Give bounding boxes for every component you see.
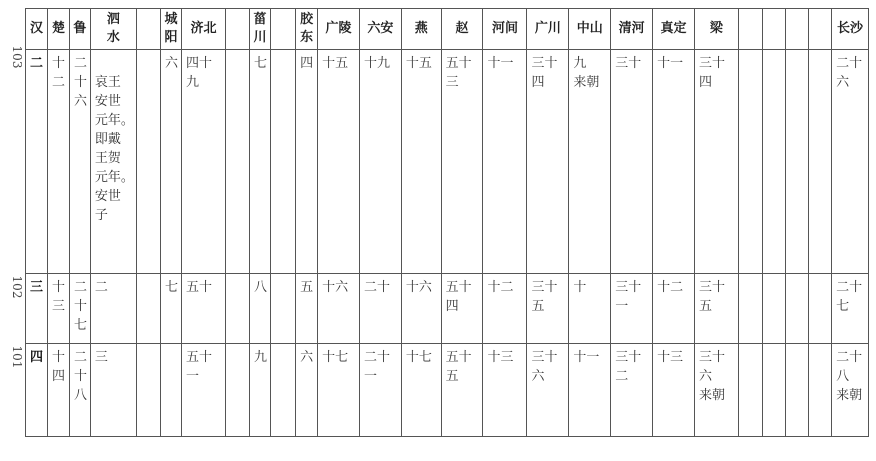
table-cell: 五 [296, 274, 318, 344]
table-cell: 十 四 [47, 344, 69, 437]
table-cell: 三十 五 [694, 274, 738, 344]
table-cell: 九 [250, 344, 271, 437]
table-cell [136, 50, 160, 274]
table-cell: 二 十 六 [69, 50, 90, 274]
table-cell [225, 274, 249, 344]
bc-year-label: 103 [10, 45, 24, 69]
table-cell: 五十 三 [441, 50, 483, 274]
table-cell: 二十 六 [832, 50, 869, 274]
table-cell: 十六 [401, 274, 441, 344]
table-cell [225, 344, 249, 437]
table-cell: 十三 [653, 344, 695, 437]
table-cell: 十五 [318, 50, 360, 274]
table-cell: 十六 [318, 274, 360, 344]
table-row [26, 344, 869, 437]
column-header: 清河 [611, 9, 653, 50]
column-header: 广川 [527, 9, 569, 50]
bc-year-label: 102 [10, 275, 24, 299]
table-cell: 十九 [359, 50, 401, 274]
column-header: 广陵 [318, 9, 360, 50]
table-cell [809, 50, 832, 274]
table-cell [161, 344, 182, 437]
column-header: 胶 东 [296, 9, 318, 50]
table-cell: 十 二 [47, 50, 69, 274]
table-cell: 十一 [483, 50, 527, 274]
table-cell [786, 50, 809, 274]
column-header: 济北 [181, 9, 225, 50]
table-cell: 十一 [653, 50, 695, 274]
column-header-empty [786, 9, 809, 50]
column-header: 梁 [694, 9, 738, 50]
table-cell: 二十 七 [832, 274, 869, 344]
column-header-empty [763, 9, 786, 50]
table-cell: 三十 五 [527, 274, 569, 344]
table-cell: 三十 二 [611, 344, 653, 437]
column-header: 河间 [483, 9, 527, 50]
table-cell: 五十 五 [441, 344, 483, 437]
table-cell: 六 [161, 50, 182, 274]
table-cell [270, 274, 295, 344]
column-header: 长沙 [832, 9, 869, 50]
column-header-empty [225, 9, 249, 50]
table-cell: 二 十 八 [69, 344, 90, 437]
column-header: 城 阳 [161, 9, 182, 50]
table-cell: 三 [90, 344, 136, 437]
column-header: 菑 川 [250, 9, 271, 50]
table-cell: 十三 [483, 344, 527, 437]
table-cell: 十二 [483, 274, 527, 344]
year-cell: 二 [26, 50, 48, 274]
column-header-empty [809, 9, 832, 50]
table-cell [136, 344, 160, 437]
column-header: 汉 [26, 9, 48, 50]
bc-year-label: 101 [10, 345, 24, 369]
chronological-table [25, 8, 869, 437]
table-cell: 三十 [611, 50, 653, 274]
table-cell: 二十 一 [359, 344, 401, 437]
table-cell: 八 [250, 274, 271, 344]
column-header: 燕 [401, 9, 441, 50]
table-row [26, 274, 869, 344]
table-cell [763, 344, 786, 437]
table-cell: 七 [161, 274, 182, 344]
table-cell: 三十 六 来朝 [694, 344, 738, 437]
table-cell [809, 344, 832, 437]
table-cell: 哀王 安世 元年。 即戴 王贺 元年。 安世 子 [90, 50, 136, 274]
table-cell [738, 274, 762, 344]
table-cell: 十二 [653, 274, 695, 344]
table-cell [763, 50, 786, 274]
table-cell: 十五 [401, 50, 441, 274]
table-cell [270, 344, 295, 437]
column-header-empty [136, 9, 160, 50]
table-cell: 七 [250, 50, 271, 274]
table-cell: 十 [569, 274, 611, 344]
header-row [26, 9, 869, 50]
table-cell [225, 50, 249, 274]
table-cell: 十七 [318, 344, 360, 437]
column-header: 真定 [653, 9, 695, 50]
column-header-empty [270, 9, 295, 50]
column-header-empty [738, 9, 762, 50]
table-cell: 五十 四 [441, 274, 483, 344]
table-cell [270, 50, 295, 274]
table-cell: 三十 四 [694, 50, 738, 274]
table-cell [738, 344, 762, 437]
table-cell: 五十 一 [181, 344, 225, 437]
table-cell: 二 [90, 274, 136, 344]
table-cell: 二十 八 来朝 [832, 344, 869, 437]
column-header: 中山 [569, 9, 611, 50]
table-cell: 十 三 [47, 274, 69, 344]
year-cell: 四 [26, 344, 48, 437]
table-cell: 四十 九 [181, 50, 225, 274]
table-cell: 二 十 七 [69, 274, 90, 344]
table-cell: 四 [296, 50, 318, 274]
table-cell: 二十 [359, 274, 401, 344]
table-cell: 三十 四 [527, 50, 569, 274]
table-cell [809, 274, 832, 344]
table-cell [786, 344, 809, 437]
column-header: 楚 [47, 9, 69, 50]
column-header: 赵 [441, 9, 483, 50]
table-cell: 六 [296, 344, 318, 437]
table-row [26, 50, 869, 274]
table-cell: 九 来朝 [569, 50, 611, 274]
year-cell: 三 [26, 274, 48, 344]
table-cell [786, 274, 809, 344]
table-cell: 三十 一 [611, 274, 653, 344]
table-cell: 十一 [569, 344, 611, 437]
table-cell: 五十 [181, 274, 225, 344]
table-cell [136, 274, 160, 344]
table-cell [763, 274, 786, 344]
column-header: 鲁 [69, 9, 90, 50]
column-header: 泗 水 [90, 9, 136, 50]
table-cell [738, 50, 762, 274]
column-header: 六安 [359, 9, 401, 50]
table-cell: 十七 [401, 344, 441, 437]
table-cell: 三十 六 [527, 344, 569, 437]
